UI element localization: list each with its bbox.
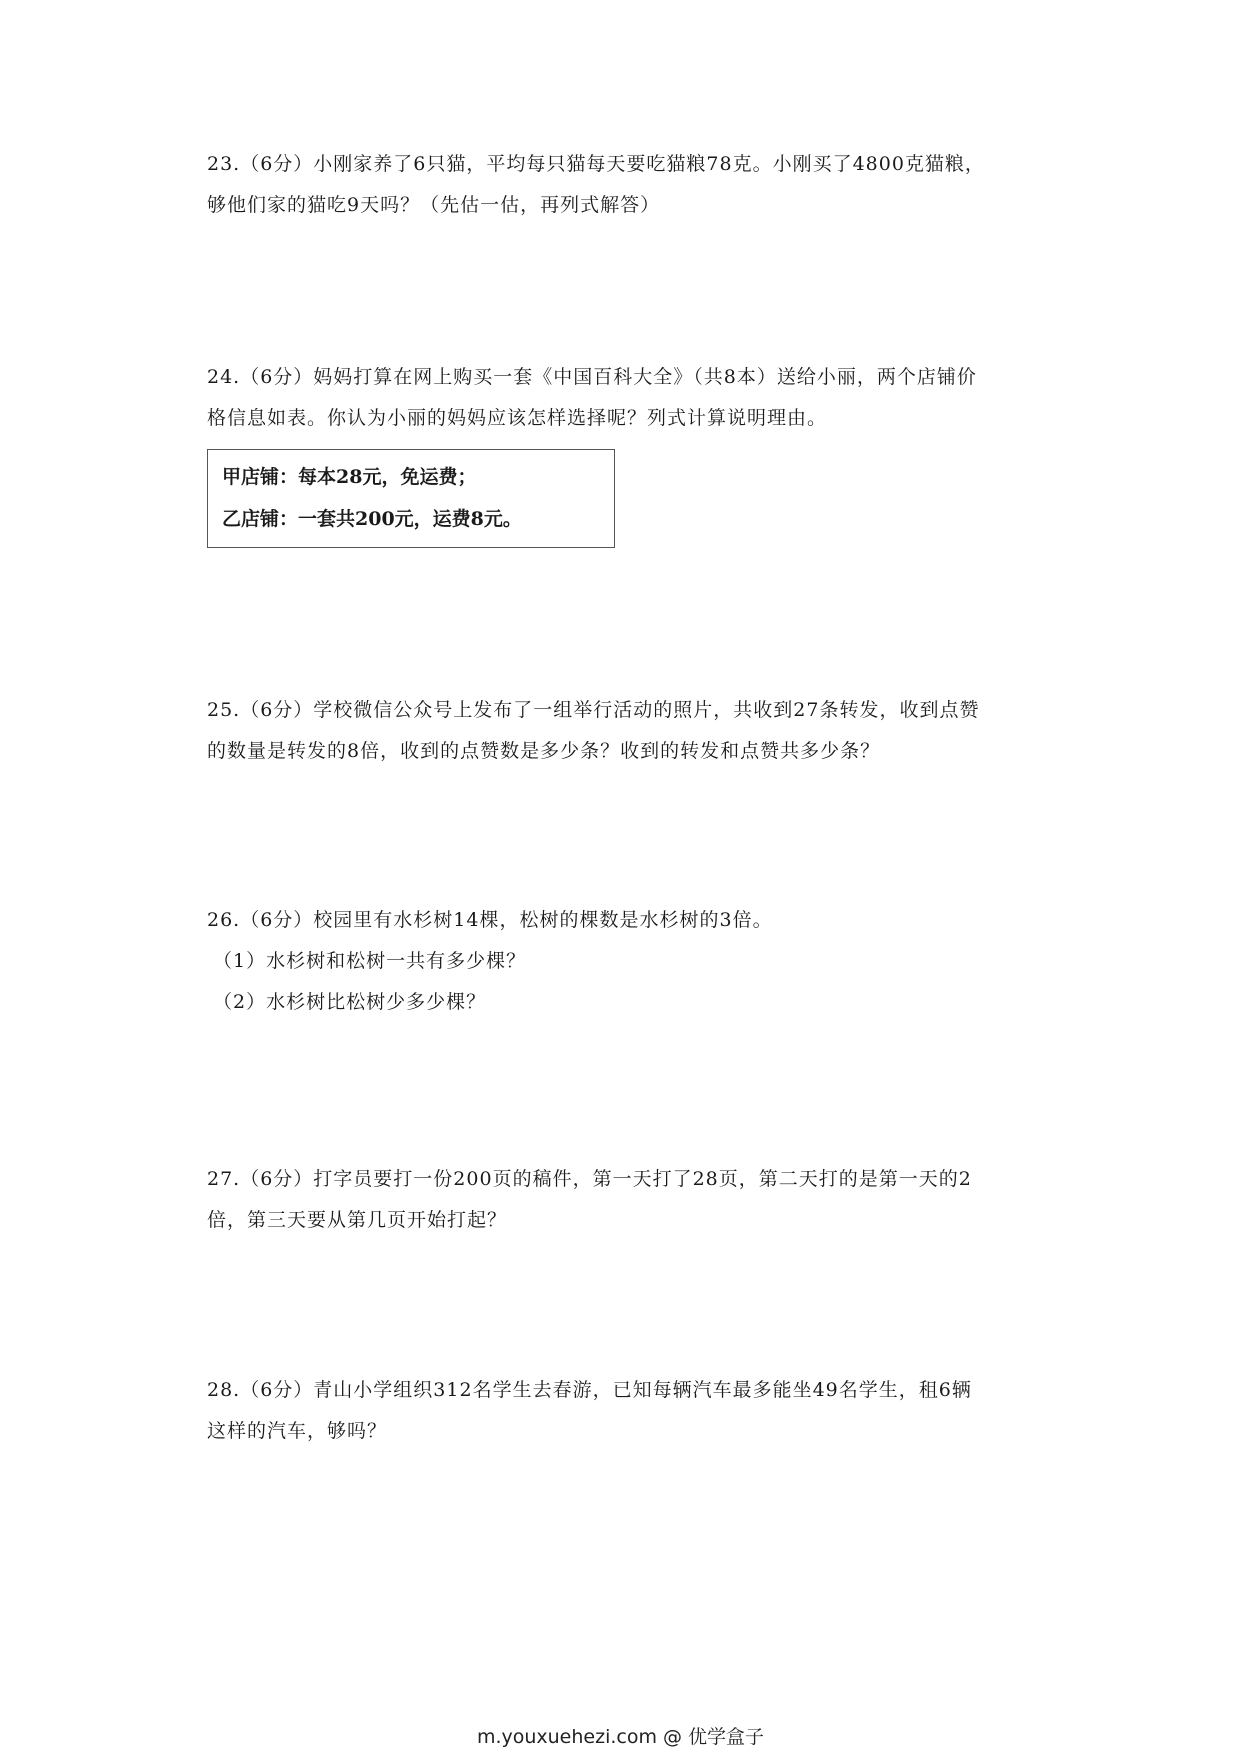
question-26 [207, 900, 1057, 1023]
question-25 [207, 690, 1057, 772]
question-27 [207, 1159, 1057, 1241]
question-28-line-1: 28.（6分）青山小学组织312名学生去春游，已知每辆汽车最多能坐49名学生，租6辆 [207, 1379, 972, 1401]
question-23-line-1: 23.（6分）小刚家养了6只猫，平均每只猫每天要吃猫粮78克。小刚买了4800克猫粮， [207, 153, 985, 175]
question-24-line-2: 格信息如表。你认为小丽的妈妈应该怎样选择呢？列式计算说明理由。 [207, 407, 828, 429]
question-24-line-1: 24.（6分）妈妈打算在网上购买一套《中国百科大全》（共8本）送给小丽，两个店铺价 [207, 366, 977, 388]
shop-b-price: 乙店铺：一套共200元，运费8元。 [222, 508, 522, 530]
question-28-line-2: 这样的汽车，够吗？ [207, 1420, 388, 1442]
price-info-box [207, 449, 615, 548]
question-24 [207, 357, 1057, 439]
footer-watermark: m.youxuehezi.com @ 优学盒子 [476, 1726, 765, 1748]
question-27-line-1: 27.（6分）打字员要打一份200页的稿件，第一天打了28页，第二天打的是第一天的2 [207, 1168, 972, 1190]
question-26-line-1: 26.（6分）校园里有水杉树14棵，松树的棵数是水杉树的3倍。 [207, 909, 773, 931]
question-28 [207, 1370, 1057, 1452]
question-26-sub-2: （2）水杉树比松树少多少棵？ [213, 991, 487, 1013]
question-26-sub-1: （1）水杉树和松树一共有多少棵？ [213, 950, 527, 972]
question-25-line-2: 的数量是转发的8倍，收到的点赞数是多少条？收到的转发和点赞共多少条？ [207, 740, 881, 762]
question-23-line-2: 够他们家的猫吃9天吗？（先估一估，再列式解答） [207, 194, 661, 216]
question-25-line-1: 25.（6分）学校微信公众号上发布了一组举行活动的照片，共收到27条转发，收到点赞 [207, 699, 980, 721]
question-27-line-2: 倍，第三天要从第几页开始打起？ [207, 1209, 508, 1231]
shop-a-price: 甲店铺：每本28元，免运费； [222, 466, 477, 488]
question-23 [207, 144, 1057, 226]
